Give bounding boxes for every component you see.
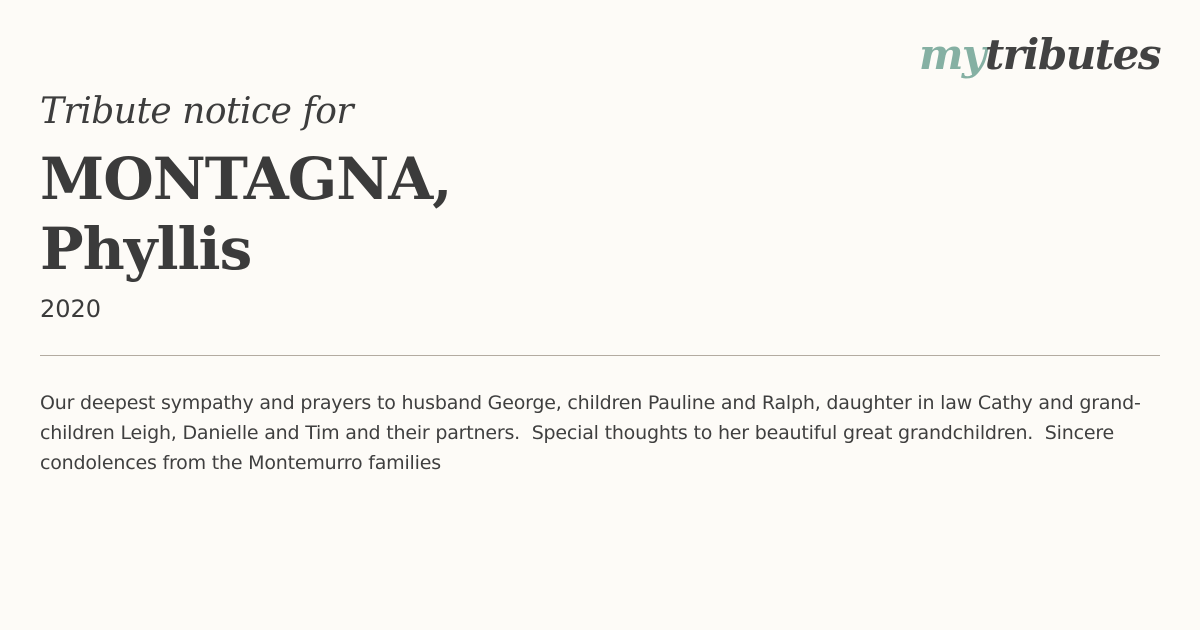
- notice-year: 2020: [40, 295, 102, 323]
- logo-text-tributes: tributes: [984, 30, 1160, 79]
- deceased-surname: MONTAGNA,: [40, 145, 452, 213]
- tribute-message: Our deepest sympathy and prayers to husband George, children Pauline and Ralph, daughter in law Cathy and grand-children Leigh, Danielle and Tim and their partners. Special thoughts to her beautiful great grandchildren. Sincere condolences from the Montemurro families: [40, 392, 1141, 474]
- mytributes-logo[interactable]: [918, 30, 1160, 79]
- logo-text-my: my: [918, 30, 985, 79]
- notice-kicker: Tribute notice for: [40, 91, 354, 132]
- deceased-name: [40, 144, 800, 284]
- deceased-given-name: Phyllis: [40, 215, 252, 283]
- notice-heading: [40, 88, 800, 324]
- section-divider: [40, 355, 1160, 356]
